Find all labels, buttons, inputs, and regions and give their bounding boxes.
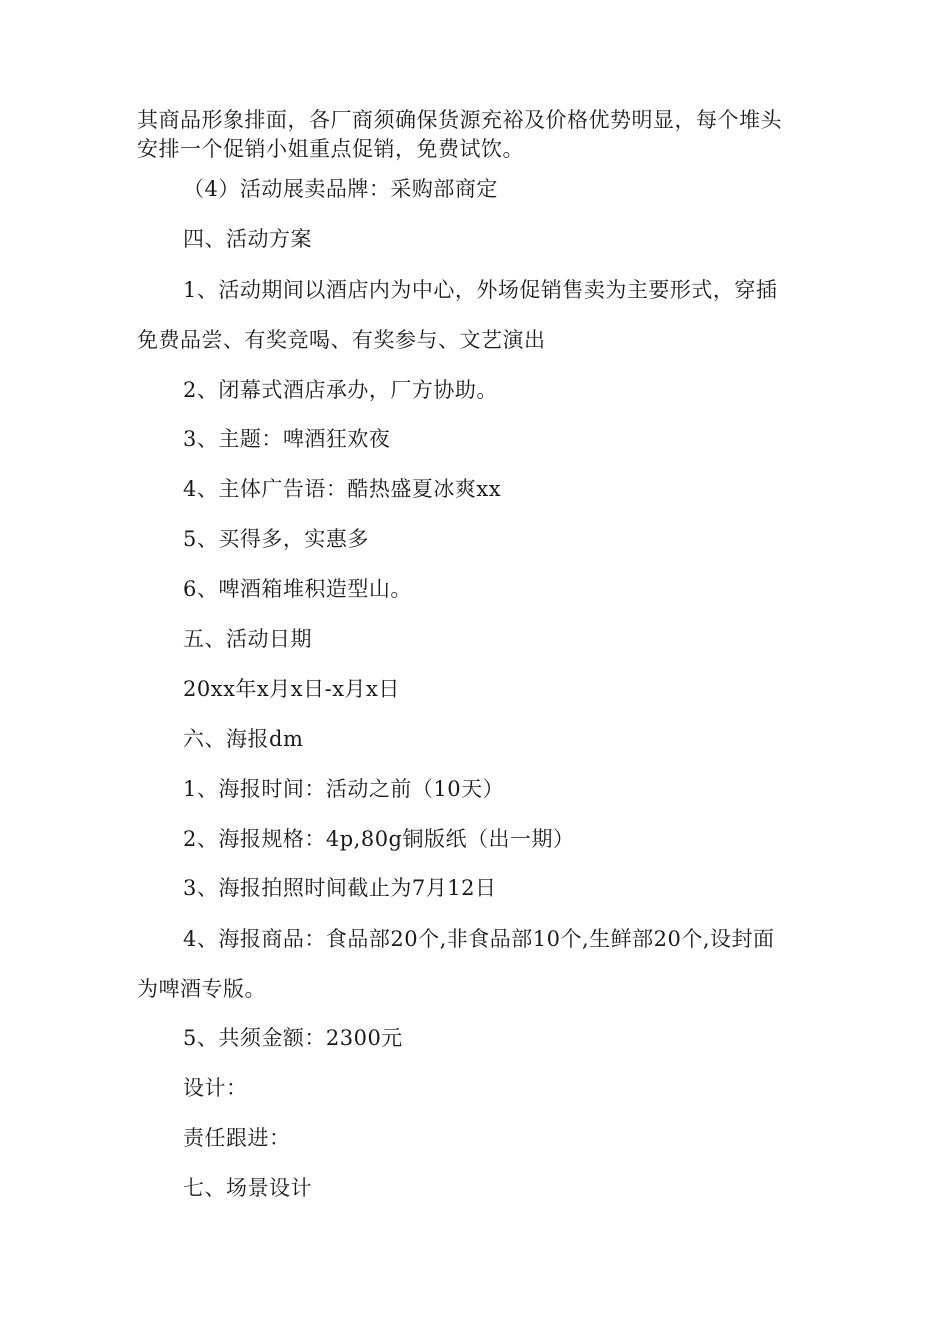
list-item: 5、买得多，实惠多 xyxy=(183,527,369,551)
section-heading: 七、场景设计 xyxy=(183,1176,312,1200)
section-heading: 四、活动方案 xyxy=(183,227,312,251)
list-item: 4、海报商品：食品部20个,非食品部10个,生鲜部20个,设封面 xyxy=(183,927,775,951)
paragraph-line: 安排一个促销小姐重点促销，免费试饮。 xyxy=(137,137,524,161)
list-item: （4）活动展卖品牌：采购部商定 xyxy=(183,177,498,201)
paragraph-line: 免费品尝、有奖竞喝、有奖参与、文艺演出 xyxy=(137,328,546,352)
list-item: 2、海报规格：4p,80g铜版纸（出一期） xyxy=(183,827,575,851)
paragraph-line: 设计： xyxy=(183,1076,248,1100)
section-heading: 六、海报dm xyxy=(183,727,304,751)
list-item: 4、主体广告语：酷热盛夏冰爽xx xyxy=(183,477,502,501)
list-item: 3、海报拍照时间截止为7月12日 xyxy=(183,876,497,900)
list-item: 1、活动期间以酒店内为中心，外场促销售卖为主要形式，穿插 xyxy=(183,278,778,302)
paragraph-line: 其商品形象排面，各厂商须确保货源充裕及价格优势明显，每个堆头 xyxy=(137,108,782,132)
list-item: 5、共须金额：2300元 xyxy=(183,1026,403,1050)
list-item: 1、海报时间：活动之前（10天） xyxy=(183,777,505,801)
list-item: 2、闭幕式酒店承办，厂方协助。 xyxy=(183,378,498,402)
paragraph-line: 20xx年x月x日-x月x日 xyxy=(183,677,400,701)
list-item: 3、主题：啤酒狂欢夜 xyxy=(183,427,391,451)
section-heading: 五、活动日期 xyxy=(183,627,312,651)
paragraph-line: 责任跟进： xyxy=(183,1126,291,1150)
paragraph-line: 为啤酒专版。 xyxy=(137,977,266,1001)
list-item: 6、啤酒箱堆积造型山。 xyxy=(183,577,412,601)
